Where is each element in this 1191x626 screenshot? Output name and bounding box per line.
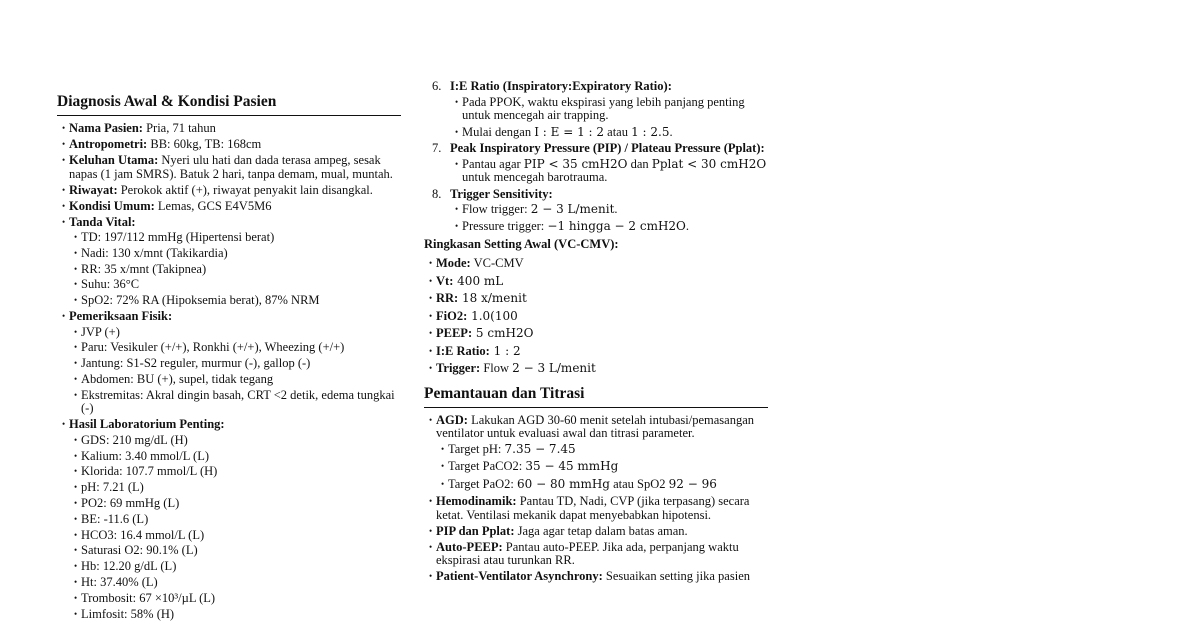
list-item [450, 96, 768, 123]
text: untuk mencegah barotrauma. [462, 170, 608, 184]
list-item: • Klorida: 107.7 mmol/L (H) [69, 465, 401, 479]
list-item: • GDS: 210 mg/dL (H) [69, 434, 401, 448]
list-item: • HCO3: 16.4 mmol/L (L) [69, 529, 401, 543]
list-item: • Ekstremitas: Akral dingin basah, CRT <2 detik, edema tungkai (-) [69, 389, 401, 416]
list-item [424, 525, 768, 539]
text: Target pH: [448, 441, 505, 456]
list-item: • Trombosit: 67 ×10³/µL (L) [69, 592, 401, 606]
text: Mulai dengan [462, 124, 535, 139]
parameter-item-pip [424, 142, 768, 185]
list-item [436, 460, 768, 474]
item-text: Pantau TD, Nadi, CVP (jika terpasang) secara ketat. Ventilasi mekanik dapat menyebabkan hipotensi. [436, 494, 750, 522]
math: 60 − 80 mmHg [517, 476, 610, 491]
item-text: BB: 60kg, TB: 168cm [147, 137, 262, 151]
item-label: Tanda Vital: [69, 214, 136, 229]
item-number: 7. [432, 141, 442, 155]
item-label: Antropometri: [69, 137, 148, 151]
text: Flow trigger: [462, 202, 531, 216]
list-item [436, 478, 768, 492]
item-text: Jaga agar tetap dalam batas aman. [514, 523, 688, 538]
list-item [424, 310, 768, 324]
list-item [450, 126, 768, 140]
list-item [450, 203, 768, 217]
item-number: 6. [432, 79, 442, 93]
item-label: Hasil Laboratorium Penting: [69, 417, 225, 432]
list-item: • Saturasi O2: 90.1% (L) [69, 544, 401, 558]
text: . [685, 218, 690, 233]
math: I : E = 1 : 2 [534, 124, 605, 139]
lab-results-item [57, 418, 401, 621]
item-label: Kondisi Umum: [69, 198, 155, 213]
summary-list [424, 257, 768, 376]
item-text: Nyeri ulu hati dan dada terasa ampeg, sesak napas (1 jam SMRS). Batuk 2 hari, tanpa demam, mual, muntah. [69, 153, 393, 181]
text: Target PaCO2: [448, 459, 526, 473]
list-item: • RR: 35 x/mnt (Takipnea) [69, 263, 401, 277]
math: 1 : 2.5 [631, 124, 670, 139]
item-value: 2 − 3 L/menit [512, 361, 596, 375]
list-item: • Limfosit: 58% (H) [69, 608, 401, 622]
item-label: FiO2: [436, 308, 468, 323]
item-text: Pria, 71 tahun [142, 121, 216, 135]
text: . [614, 202, 618, 216]
math: Pplat < 30 cmH2O [651, 156, 767, 171]
list-item: • Hb: 12.20 g/dL (L) [69, 560, 401, 574]
list-item [450, 220, 768, 234]
math: −1 hingga − 2 cmH2O [547, 218, 686, 233]
list-item [424, 292, 768, 306]
list-item: • BE: -11.6 (L) [69, 513, 401, 527]
item-label: Keluhan Utama: [69, 153, 159, 167]
text: dan [627, 156, 652, 171]
item-text: Perokok aktif (+), riwayat penyakit lain disangkal. [117, 182, 373, 197]
list-item [424, 541, 768, 568]
item-label: Auto-PEEP: [436, 539, 503, 554]
text: Pantau agar [462, 156, 524, 171]
list-item: • Paru: Vesikuler (+/+), Ronkhi (+/+), Wheezing (+/+) [69, 341, 401, 355]
list-item: • JVP (+) [69, 326, 401, 340]
item-value: 400 mL [453, 273, 504, 288]
text: . [669, 124, 673, 139]
vital-signs-list [69, 231, 401, 308]
math: PIP < 35 cmH2O [523, 156, 628, 171]
agd-targets-list [436, 443, 768, 492]
list-item [424, 345, 768, 359]
text: Pressure trigger: [462, 218, 548, 233]
parameter-item-ie-ratio [424, 80, 768, 139]
item-label: Trigger: [436, 361, 481, 375]
item-value: 1.0(100 [467, 308, 518, 323]
patient-info-list [57, 122, 401, 621]
item-label: PEEP: [436, 326, 473, 340]
item-label: RR: [436, 291, 459, 305]
physical-exam-list [69, 326, 401, 416]
item-text: Lemas, GCS E4V5M6 [154, 198, 272, 213]
list-item: • Nadi: 130 x/mnt (Takikardia) [69, 247, 401, 261]
item-text: Lakukan AGD 30-60 menit setelah intubasi/pemasangan ventilator untuk evaluasi awal dan titrasi parameter. [436, 412, 754, 440]
parameter-title: Trigger Sensitivity: [450, 186, 553, 201]
math: 35 − 45 mmHg [525, 459, 619, 473]
parameter-sub-list [450, 96, 768, 140]
item-value: 18 x/menit [458, 291, 527, 305]
item-label: Patient-Ventilator Asynchrony: [436, 569, 603, 583]
patient-condition-section [57, 93, 401, 624]
math: 7.35 − 7.45 [504, 441, 576, 456]
agd-item [424, 414, 768, 492]
list-item: • Jantung: S1-S2 reguler, murmur (-), gallop (-) [69, 357, 401, 371]
list-item [57, 200, 401, 214]
list-item [57, 122, 401, 136]
item-value: 5 cmH2O [472, 326, 534, 340]
summary-title: Ringkasan Setting Awal (VC-CMV): [424, 237, 619, 251]
item-label: Riwayat: [69, 182, 118, 197]
item-label: I:E Ratio: [436, 343, 490, 358]
list-item [424, 327, 768, 341]
text: Target PaO2: [448, 476, 518, 491]
physical-exam-item [57, 310, 401, 416]
vital-signs-item [57, 216, 401, 308]
list-item: • PO2: 69 mmHg (L) [69, 497, 401, 511]
list-item: • Ht: 37.40% (L) [69, 576, 401, 590]
list-item: • SpO2: 72% RA (Hipoksemia berat), 87% NRM [69, 294, 401, 308]
list-item: • pH: 7.21 (L) [69, 481, 401, 495]
item-label: PIP dan Pplat: [436, 523, 515, 538]
list-item: • Suhu: 36°C [69, 278, 401, 292]
section-title-diagnosis: Diagnosis Awal & Kondisi Pasien [57, 93, 401, 116]
list-item [57, 138, 401, 152]
item-number: 8. [432, 186, 442, 201]
item-value: 1 : 2 [489, 343, 521, 358]
item-text: Sesuaikan setting jika pasien [602, 569, 750, 583]
list-item [450, 158, 768, 185]
item-text: Flow [480, 361, 513, 375]
math: 92 − 96 [668, 476, 717, 491]
parameter-title: I:E Ratio (Inspiratory:Expiratory Ratio): [450, 79, 672, 93]
item-text: Pantau auto-PEEP. Jika ada, perpanjang waktu ekspirasi atau turunkan RR. [436, 539, 739, 567]
text: atau [604, 124, 632, 139]
list-item: • Kalium: 3.40 mmol/L (L) [69, 450, 401, 464]
math: 2 − 3 L/menit [530, 202, 615, 216]
parameter-list [424, 80, 768, 233]
item-text: VC-CMV [470, 256, 524, 270]
list-item [436, 443, 768, 457]
list-item: • Abdomen: BU (+), supel, tidak tegang [69, 373, 401, 387]
lab-results-list [69, 434, 401, 621]
parameter-sub-list [450, 203, 768, 233]
parameter-title: Peak Inspiratory Pressure (PIP) / Plateau Pressure (Pplat): [450, 141, 765, 155]
parameter-sub-list [450, 158, 768, 185]
list-item [424, 495, 768, 522]
item-label: Mode: [436, 256, 471, 270]
text: atau SpO2 [609, 476, 669, 491]
parameter-item-trigger [424, 188, 768, 234]
monitoring-list [424, 414, 768, 584]
item-label: Hemodinamik: [436, 494, 517, 508]
list-item [57, 154, 401, 181]
item-label: Pemeriksaan Fisik: [69, 309, 173, 324]
list-item [424, 570, 768, 584]
list-item: • TD: 197/112 mmHg (Hipertensi berat) [69, 231, 401, 245]
list-item [424, 362, 768, 376]
item-label: AGD: [436, 412, 468, 427]
text: Pada PPOK, waktu ekspirasi yang lebih panjang penting untuk mencegah air trapping. [462, 94, 745, 122]
ventilator-settings-section [424, 80, 768, 586]
list-item [424, 257, 768, 271]
section-title-monitoring: Pemantauan dan Titrasi [424, 385, 768, 408]
item-label: Vt: [436, 273, 454, 288]
list-item [57, 184, 401, 198]
list-item [424, 275, 768, 289]
item-label: Nama Pasien: [69, 121, 143, 135]
